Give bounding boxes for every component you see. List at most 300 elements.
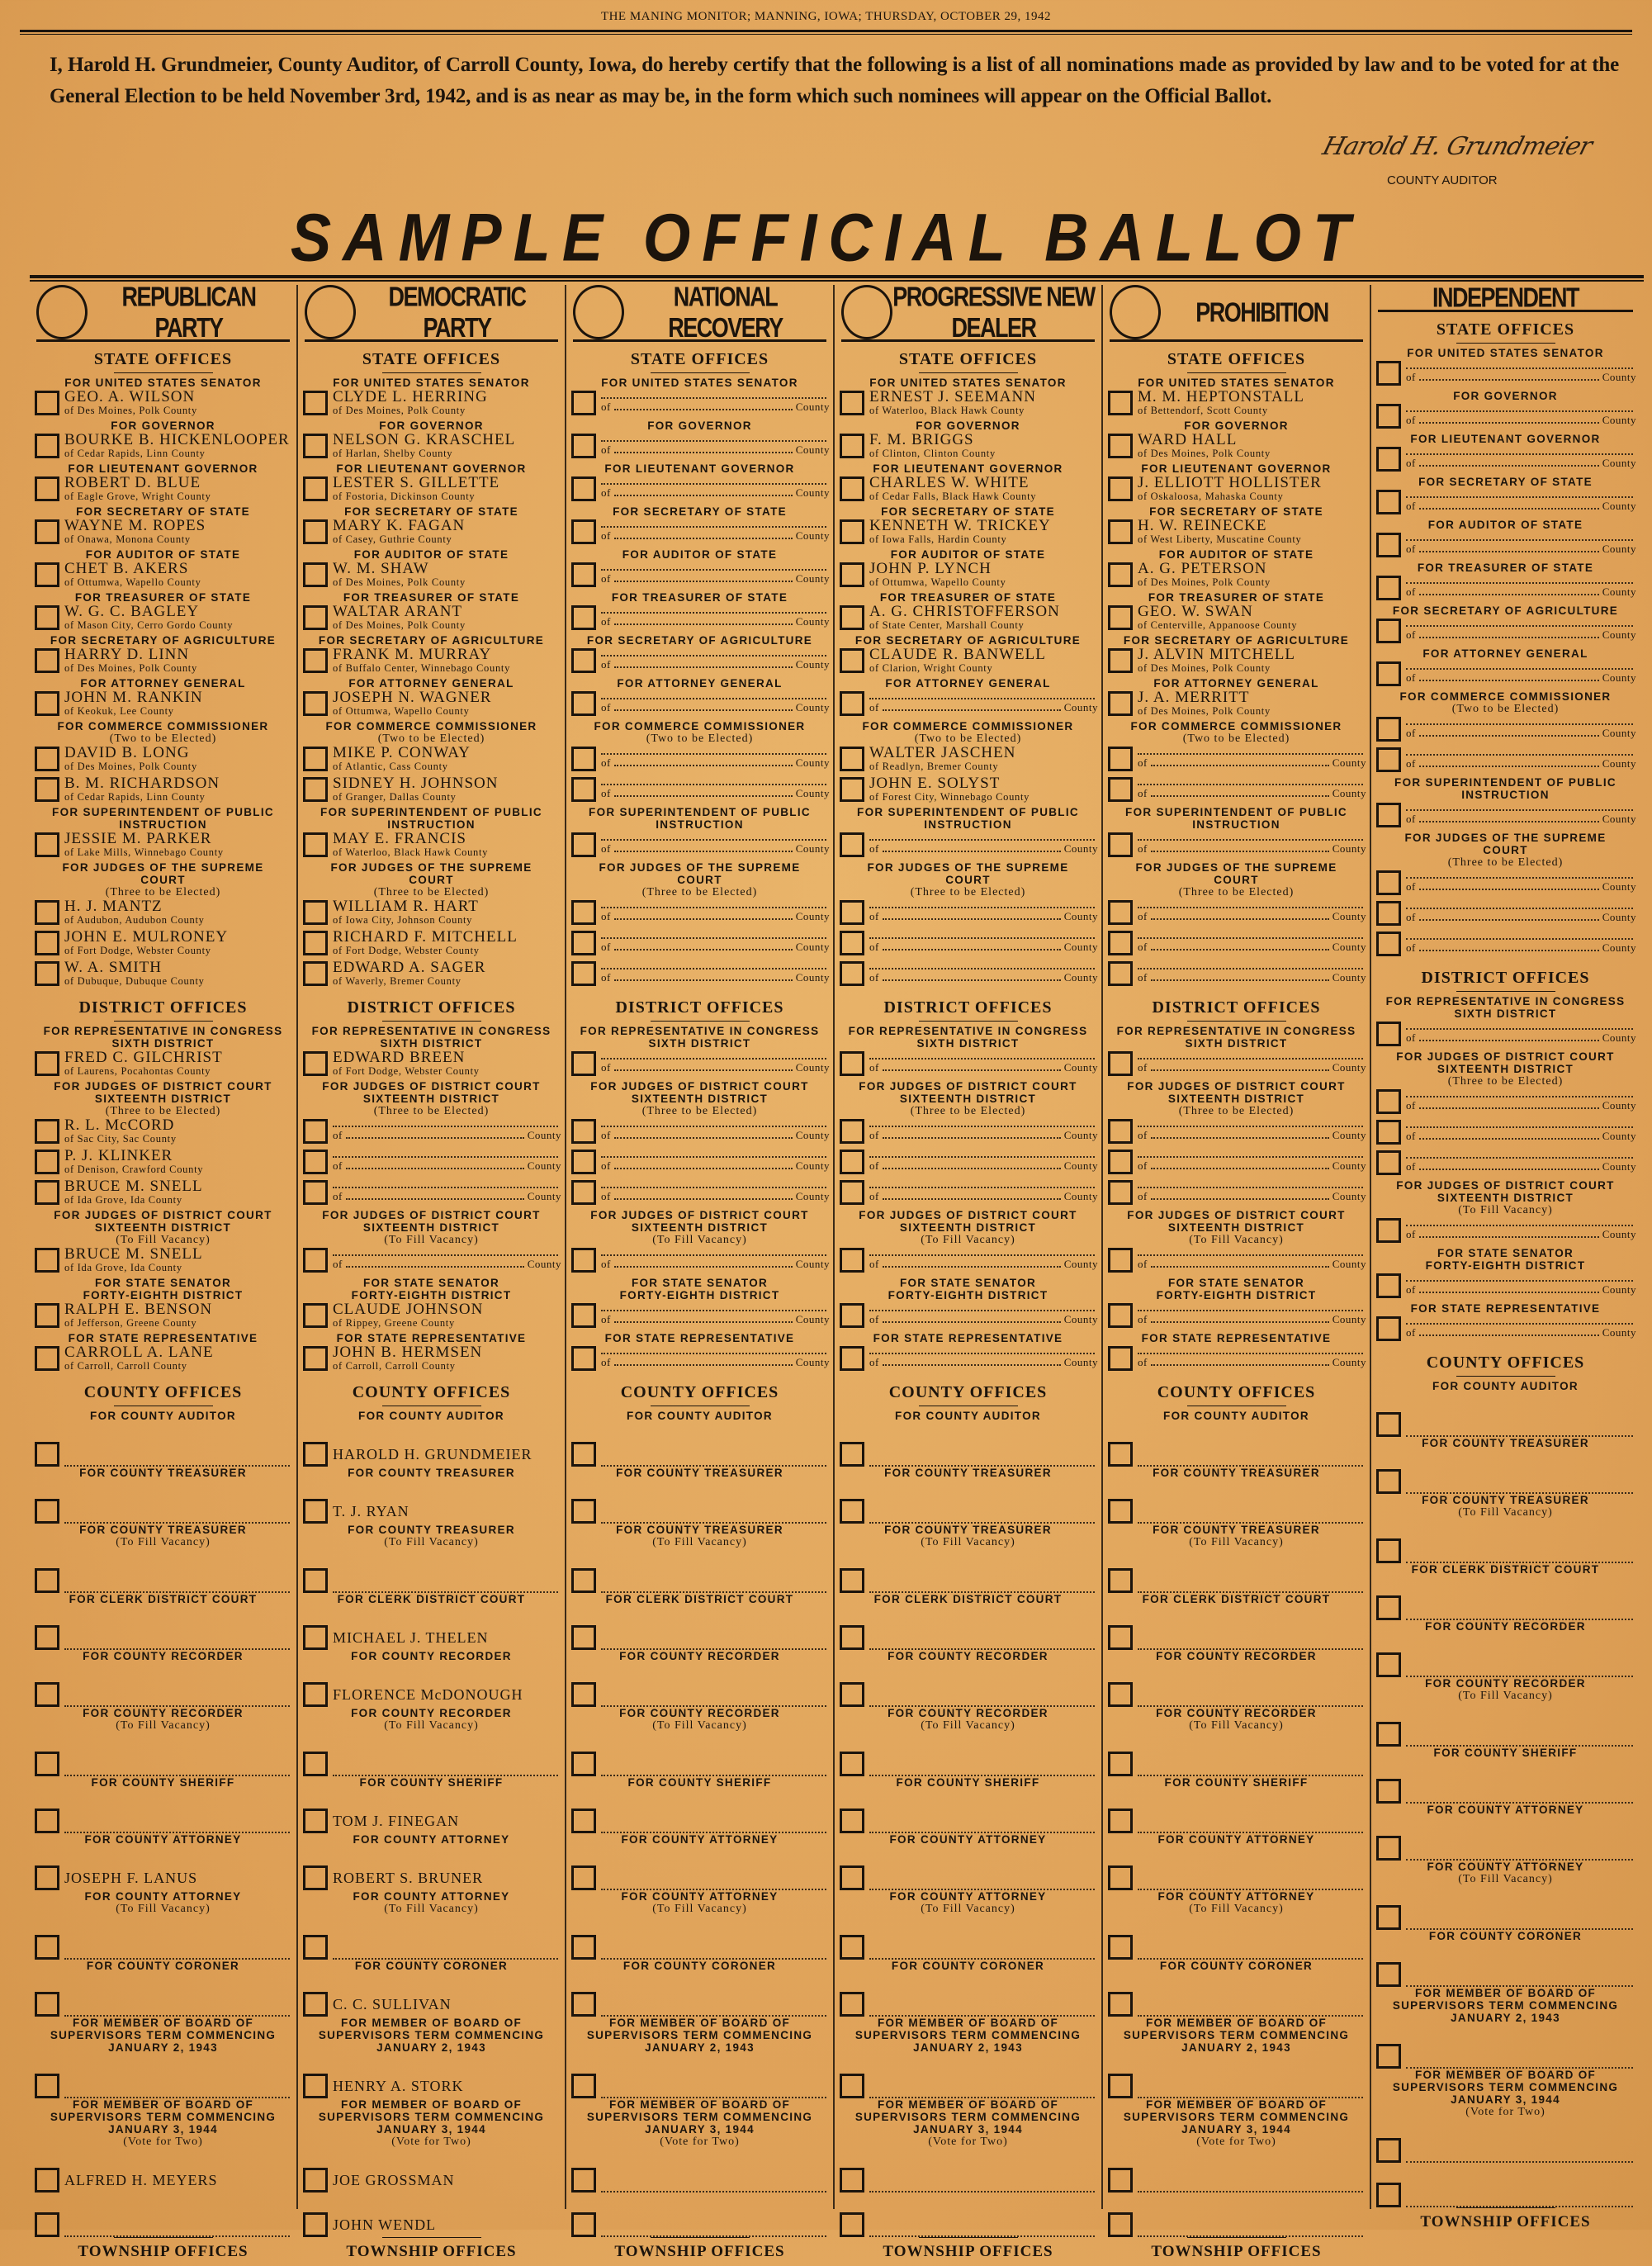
party-vote-circle[interactable] [305,285,356,339]
write-in-line[interactable] [64,1756,290,1776]
write-in-line[interactable] [333,1246,561,1273]
write-in-line[interactable] [1138,1997,1363,2017]
write-in-line[interactable] [869,1344,1098,1371]
write-in-line[interactable] [1406,1600,1633,1620]
vote-checkbox[interactable] [840,519,864,544]
vote-checkbox[interactable] [571,1150,596,1174]
vote-checkbox[interactable] [303,1992,328,2017]
vote-checkbox[interactable] [571,1180,596,1205]
vote-checkbox[interactable] [571,1752,596,1776]
vote-checkbox[interactable] [1376,576,1401,600]
write-in-line[interactable] [1406,1784,1633,1804]
write-in-line[interactable] [601,929,830,955]
write-in-line[interactable] [1138,2079,1363,2098]
vote-checkbox[interactable] [303,1248,328,1273]
write-in-line[interactable] [601,1447,826,1467]
vote-checkbox[interactable] [1376,932,1401,956]
vote-checkbox[interactable] [840,747,864,771]
write-in-line[interactable] [869,1447,1095,1467]
vote-checkbox[interactable] [1108,1625,1133,1650]
vote-checkbox[interactable] [303,691,328,716]
vote-checkbox[interactable] [1376,1722,1401,1747]
vote-checkbox[interactable] [1376,1412,1401,1437]
vote-checkbox[interactable] [1108,1303,1133,1328]
vote-checkbox[interactable] [840,1442,864,1467]
write-in-line[interactable] [1406,1967,1633,1987]
vote-checkbox[interactable] [840,1180,864,1205]
vote-checkbox[interactable] [1376,870,1401,895]
vote-checkbox[interactable] [1376,747,1401,772]
write-in-line[interactable] [1138,1687,1363,1707]
write-in-line[interactable] [1406,445,1636,472]
vote-checkbox[interactable] [840,1248,864,1273]
vote-checkbox[interactable] [1108,1682,1133,1707]
write-in-line[interactable] [1406,1417,1633,1437]
write-in-line[interactable] [601,2079,826,2098]
vote-checkbox[interactable] [303,1499,328,1524]
vote-checkbox[interactable] [1376,1120,1401,1145]
write-in-line[interactable] [869,1687,1095,1707]
vote-checkbox[interactable] [571,476,596,501]
write-in-line[interactable] [1138,745,1366,771]
write-in-line[interactable] [333,1178,561,1205]
write-in-line[interactable] [1406,1216,1636,1243]
vote-checkbox[interactable] [303,519,328,544]
vote-checkbox[interactable] [303,1809,328,1833]
vote-checkbox[interactable] [303,562,328,587]
vote-checkbox[interactable] [35,1180,59,1205]
vote-checkbox[interactable] [1376,447,1401,472]
vote-checkbox[interactable] [1108,1499,1133,1524]
write-in-line[interactable] [1406,2049,1633,2069]
vote-checkbox[interactable] [35,391,59,415]
vote-checkbox[interactable] [35,1303,59,1328]
write-in-line[interactable] [601,2173,826,2193]
write-in-line[interactable] [64,1997,290,2017]
vote-checkbox[interactable] [1108,1119,1133,1144]
vote-checkbox[interactable] [303,476,328,501]
write-in-line[interactable] [1138,831,1366,857]
vote-checkbox[interactable] [1108,691,1133,716]
write-in-line[interactable] [1406,2143,1633,2163]
write-in-line[interactable] [64,1573,290,1593]
vote-checkbox[interactable] [35,519,59,544]
vote-checkbox[interactable] [1376,2138,1401,2163]
vote-checkbox[interactable] [571,1499,596,1524]
vote-checkbox[interactable] [840,1303,864,1328]
vote-checkbox[interactable] [35,2074,59,2098]
write-in-line[interactable] [869,1050,1098,1076]
vote-checkbox[interactable] [1108,931,1133,955]
write-in-line[interactable] [601,898,830,925]
write-in-line[interactable] [869,1301,1098,1328]
write-in-line[interactable] [1406,715,1636,742]
write-in-line[interactable] [1138,2217,1363,2237]
write-in-line[interactable] [1406,402,1636,429]
write-in-line[interactable] [1138,775,1366,802]
vote-checkbox[interactable] [571,605,596,630]
write-in-line[interactable] [1406,359,1636,386]
vote-checkbox[interactable] [1108,747,1133,771]
vote-checkbox[interactable] [840,777,864,802]
vote-checkbox[interactable] [303,2074,328,2098]
write-in-line[interactable] [869,1148,1098,1174]
vote-checkbox[interactable] [303,1442,328,1467]
write-in-line[interactable] [1406,1657,1633,1677]
vote-checkbox[interactable] [1376,1273,1401,1298]
write-in-line[interactable] [64,1687,290,1707]
write-in-line[interactable] [601,389,830,415]
vote-checkbox[interactable] [35,1865,59,1890]
vote-checkbox[interactable] [303,2212,328,2237]
vote-checkbox[interactable] [35,1150,59,1174]
vote-checkbox[interactable] [35,1992,59,2017]
vote-checkbox[interactable] [1376,2044,1401,2069]
vote-checkbox[interactable] [35,605,59,630]
vote-checkbox[interactable] [1108,900,1133,925]
write-in-line[interactable] [1406,617,1636,643]
vote-checkbox[interactable] [571,1935,596,1960]
write-in-line[interactable] [601,1870,826,1890]
write-in-line[interactable] [1406,1841,1633,1861]
write-in-line[interactable] [1138,1630,1363,1650]
vote-checkbox[interactable] [840,648,864,673]
vote-checkbox[interactable] [571,1682,596,1707]
vote-checkbox[interactable] [1108,1568,1133,1593]
vote-checkbox[interactable] [1376,1150,1401,1175]
write-in-line[interactable] [869,1504,1095,1524]
vote-checkbox[interactable] [840,476,864,501]
write-in-line[interactable] [601,1050,830,1076]
vote-checkbox[interactable] [840,2074,864,2098]
write-in-line[interactable] [1138,1246,1366,1273]
vote-checkbox[interactable] [840,2212,864,2237]
write-in-line[interactable] [601,1756,826,1776]
vote-checkbox[interactable] [840,1865,864,1890]
vote-checkbox[interactable] [840,1499,864,1524]
write-in-line[interactable] [1406,1149,1636,1175]
vote-checkbox[interactable] [1108,391,1133,415]
vote-checkbox[interactable] [571,1119,596,1144]
vote-checkbox[interactable] [571,1992,596,2017]
write-in-line[interactable] [601,1687,826,1707]
write-in-line[interactable] [601,518,830,544]
write-in-line[interactable] [601,475,830,501]
vote-checkbox[interactable] [1376,1595,1401,1620]
write-in-line[interactable] [1406,1543,1633,1563]
vote-checkbox[interactable] [840,1992,864,2017]
vote-checkbox[interactable] [840,605,864,630]
vote-checkbox[interactable] [1376,533,1401,557]
vote-checkbox[interactable] [1376,803,1401,827]
write-in-line[interactable] [1138,1178,1366,1205]
write-in-line[interactable] [601,745,830,771]
write-in-line[interactable] [601,1573,826,1593]
write-in-line[interactable] [1406,869,1636,895]
write-in-line[interactable] [601,432,830,458]
vote-checkbox[interactable] [1108,1935,1133,1960]
vote-checkbox[interactable] [1108,1346,1133,1371]
vote-checkbox[interactable] [35,1682,59,1707]
write-in-line[interactable] [1406,660,1636,686]
write-in-line[interactable] [1406,746,1636,772]
vote-checkbox[interactable] [840,1568,864,1593]
vote-checkbox[interactable] [571,1625,596,1650]
vote-checkbox[interactable] [1376,1905,1401,1930]
vote-checkbox[interactable] [571,961,596,986]
vote-checkbox[interactable] [1108,476,1133,501]
vote-checkbox[interactable] [1376,404,1401,429]
write-in-line[interactable] [1406,801,1636,827]
write-in-line[interactable] [333,1148,561,1174]
vote-checkbox[interactable] [1108,2074,1133,2098]
vote-checkbox[interactable] [571,648,596,673]
vote-checkbox[interactable] [1376,1652,1401,1677]
vote-checkbox[interactable] [571,434,596,458]
write-in-line[interactable] [869,1630,1095,1650]
write-in-line[interactable] [1406,2188,1633,2207]
vote-checkbox[interactable] [303,1051,328,1076]
party-vote-circle[interactable] [36,285,88,339]
write-in-line[interactable] [869,2173,1095,2193]
vote-checkbox[interactable] [840,1119,864,1144]
vote-checkbox[interactable] [35,1935,59,1960]
vote-checkbox[interactable] [303,434,328,458]
write-in-line[interactable] [601,1504,826,1524]
vote-checkbox[interactable] [571,1051,596,1076]
write-in-line[interactable] [1406,1088,1636,1114]
vote-checkbox[interactable] [1376,1089,1401,1114]
vote-checkbox[interactable] [303,900,328,925]
vote-checkbox[interactable] [840,1150,864,1174]
vote-checkbox[interactable] [303,777,328,802]
vote-checkbox[interactable] [840,1346,864,1371]
vote-checkbox[interactable] [35,691,59,716]
write-in-line[interactable] [1138,898,1366,925]
write-in-line[interactable] [333,1756,558,1776]
write-in-line[interactable] [601,1813,826,1833]
vote-checkbox[interactable] [1376,1022,1401,1046]
write-in-line[interactable] [601,960,830,986]
write-in-line[interactable] [1406,574,1636,600]
vote-checkbox[interactable] [35,1499,59,1524]
write-in-line[interactable] [1406,1727,1633,1747]
vote-checkbox[interactable] [303,1150,328,1174]
vote-checkbox[interactable] [1376,1962,1401,1987]
vote-checkbox[interactable] [1108,777,1133,802]
vote-checkbox[interactable] [303,391,328,415]
vote-checkbox[interactable] [35,562,59,587]
vote-checkbox[interactable] [1376,2183,1401,2207]
vote-checkbox[interactable] [840,931,864,955]
write-in-line[interactable] [869,690,1098,716]
vote-checkbox[interactable] [35,434,59,458]
write-in-line[interactable] [601,604,830,630]
vote-checkbox[interactable] [1108,1865,1133,1890]
vote-checkbox[interactable] [303,832,328,857]
write-in-line[interactable] [64,2079,290,2098]
vote-checkbox[interactable] [1108,1051,1133,1076]
vote-checkbox[interactable] [35,648,59,673]
write-in-line[interactable] [333,1940,558,1960]
write-in-line[interactable] [601,1997,826,2017]
vote-checkbox[interactable] [1108,519,1133,544]
write-in-line[interactable] [601,2217,826,2237]
write-in-line[interactable] [1138,960,1366,986]
vote-checkbox[interactable] [1108,434,1133,458]
vote-checkbox[interactable] [303,1119,328,1144]
vote-checkbox[interactable] [571,562,596,587]
vote-checkbox[interactable] [840,391,864,415]
write-in-line[interactable] [1138,1301,1366,1328]
vote-checkbox[interactable] [1376,1218,1401,1243]
vote-checkbox[interactable] [35,1119,59,1144]
write-in-line[interactable] [1138,1870,1363,1890]
write-in-line[interactable] [333,1573,558,1593]
write-in-line[interactable] [1138,1344,1366,1371]
vote-checkbox[interactable] [35,1442,59,1467]
write-in-line[interactable] [1406,1272,1636,1298]
vote-checkbox[interactable] [571,391,596,415]
vote-checkbox[interactable] [1108,1992,1133,2017]
vote-checkbox[interactable] [35,931,59,955]
vote-checkbox[interactable] [1376,1836,1401,1861]
write-in-line[interactable] [1138,1504,1363,1524]
vote-checkbox[interactable] [35,1625,59,1650]
write-in-line[interactable] [869,1117,1098,1144]
vote-checkbox[interactable] [1376,619,1401,643]
vote-checkbox[interactable] [35,1051,59,1076]
vote-checkbox[interactable] [35,777,59,802]
vote-checkbox[interactable] [303,1752,328,1776]
vote-checkbox[interactable] [571,1442,596,1467]
write-in-line[interactable] [869,1813,1095,1833]
write-in-line[interactable] [869,2079,1095,2098]
vote-checkbox[interactable] [1376,661,1401,686]
vote-checkbox[interactable] [303,648,328,673]
write-in-line[interactable] [1406,531,1636,557]
write-in-line[interactable] [601,1630,826,1650]
vote-checkbox[interactable] [1108,1809,1133,1833]
write-in-line[interactable] [64,1447,290,1467]
vote-checkbox[interactable] [1108,1180,1133,1205]
vote-checkbox[interactable] [35,900,59,925]
vote-checkbox[interactable] [840,1935,864,1960]
vote-checkbox[interactable] [35,961,59,986]
vote-checkbox[interactable] [840,1051,864,1076]
vote-checkbox[interactable] [303,2168,328,2193]
vote-checkbox[interactable] [1108,1442,1133,1467]
vote-checkbox[interactable] [1108,1248,1133,1273]
write-in-line[interactable] [869,1178,1098,1205]
vote-checkbox[interactable] [35,1752,59,1776]
write-in-line[interactable] [1138,929,1366,955]
vote-checkbox[interactable] [840,1752,864,1776]
vote-checkbox[interactable] [1108,961,1133,986]
write-in-line[interactable] [601,1344,830,1371]
vote-checkbox[interactable] [840,562,864,587]
vote-checkbox[interactable] [571,1346,596,1371]
vote-checkbox[interactable] [840,2168,864,2193]
write-in-line[interactable] [1138,2173,1363,2193]
party-vote-circle[interactable] [1110,285,1161,339]
write-in-line[interactable] [1406,1020,1636,1046]
vote-checkbox[interactable] [571,900,596,925]
write-in-line[interactable] [333,1117,561,1144]
vote-checkbox[interactable] [571,832,596,857]
vote-checkbox[interactable] [35,832,59,857]
vote-checkbox[interactable] [303,1568,328,1593]
write-in-line[interactable] [64,1940,290,1960]
write-in-line[interactable] [1406,1474,1633,1494]
vote-checkbox[interactable] [303,1346,328,1371]
vote-checkbox[interactable] [303,961,328,986]
write-in-line[interactable] [1138,1573,1363,1593]
vote-checkbox[interactable] [571,777,596,802]
vote-checkbox[interactable] [840,434,864,458]
vote-checkbox[interactable] [571,691,596,716]
vote-checkbox[interactable] [571,1303,596,1328]
write-in-line[interactable] [1138,1940,1363,1960]
vote-checkbox[interactable] [303,747,328,771]
write-in-line[interactable] [601,647,830,673]
write-in-line[interactable] [869,1870,1095,1890]
vote-checkbox[interactable] [1376,1469,1401,1494]
vote-checkbox[interactable] [571,2074,596,2098]
vote-checkbox[interactable] [303,931,328,955]
write-in-line[interactable] [601,690,830,716]
vote-checkbox[interactable] [1108,1752,1133,1776]
vote-checkbox[interactable] [571,747,596,771]
write-in-line[interactable] [869,1756,1095,1776]
write-in-line[interactable] [869,1246,1098,1273]
party-vote-circle[interactable] [841,285,892,339]
vote-checkbox[interactable] [35,1248,59,1273]
vote-checkbox[interactable] [840,691,864,716]
vote-checkbox[interactable] [840,832,864,857]
write-in-line[interactable] [1406,1315,1636,1341]
vote-checkbox[interactable] [1108,2212,1133,2237]
write-in-line[interactable] [869,1573,1095,1593]
write-in-line[interactable] [1138,1756,1363,1776]
vote-checkbox[interactable] [1376,717,1401,742]
write-in-line[interactable] [869,831,1098,857]
vote-checkbox[interactable] [1376,361,1401,386]
write-in-line[interactable] [869,929,1098,955]
vote-checkbox[interactable] [840,1809,864,1833]
write-in-line[interactable] [869,1940,1095,1960]
vote-checkbox[interactable] [571,1809,596,1833]
vote-checkbox[interactable] [1376,901,1401,926]
write-in-line[interactable] [1138,1050,1366,1076]
write-in-line[interactable] [1406,1118,1636,1145]
vote-checkbox[interactable] [303,1935,328,1960]
vote-checkbox[interactable] [1108,648,1133,673]
write-in-line[interactable] [601,1178,830,1205]
write-in-line[interactable] [601,775,830,802]
vote-checkbox[interactable] [571,2168,596,2193]
vote-checkbox[interactable] [840,900,864,925]
write-in-line[interactable] [869,1997,1095,2017]
vote-checkbox[interactable] [840,1625,864,1650]
vote-checkbox[interactable] [571,1568,596,1593]
vote-checkbox[interactable] [1108,605,1133,630]
vote-checkbox[interactable] [571,931,596,955]
write-in-line[interactable] [601,1117,830,1144]
write-in-line[interactable] [64,1630,290,1650]
vote-checkbox[interactable] [571,1865,596,1890]
vote-checkbox[interactable] [303,1682,328,1707]
